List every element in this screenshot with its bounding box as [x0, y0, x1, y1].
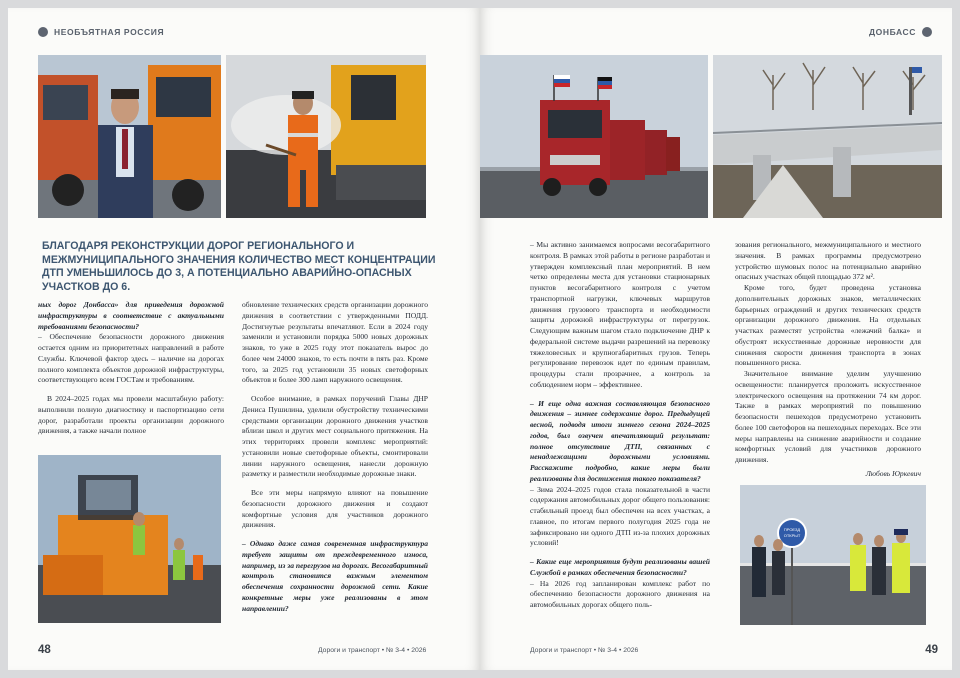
- text-column-3: [530, 240, 710, 611]
- author-signature: Любовь Юркевич: [865, 468, 921, 478]
- right-page: [480, 8, 952, 670]
- interview-question: – Какие еще мероприятия будут реализованы вашей Службой в рамках обеспечения безопасности?: [530, 557, 710, 577]
- paragraph: – Зима 2024–2025 годов стала показательной в части содержания автомобильных дорог общего пользования: стабильный проезд был обеспечен на всех участках, а главное, по итогам первого полугодия 2025 года не зафиксировано ни одного ДТП из-за плохих дорожных условий!: [530, 484, 710, 548]
- page-number: 49: [925, 644, 938, 656]
- photo-road-worker: [226, 55, 426, 218]
- circle-bullet-icon: [922, 27, 932, 37]
- left-page: [8, 8, 480, 670]
- text-column-4: [735, 240, 921, 480]
- circle-bullet-icon: [38, 27, 48, 37]
- interview-question: – И еще одна важная составляющая безопасного движения – зимнее содержание дорог. Предыдущей весной, подводя итоги зимнего сезона 2024–2025 годов, был озвучен впечатляющий результат: полное отсутствие ДТП, связанных с ненадлежащими дорожными условиями. Расскажите подробно, какие меры были реализованы для достижения такого показателя?: [530, 398, 710, 483]
- text-column-1: [38, 300, 224, 437]
- paragraph: Значительное внимание уделим улучшению освещенности: планируется проложить искусственное электрического освещения на протяжении 74 км дорог. Также в рамках мероприятий по повышению безопасности пешеходов предусмотрено установить более 100 светофоров на пешеходных переходах. Все эти меры направлены на снижение аварийности и создание комфортных условий для участников дорожного движения.: [735, 369, 921, 464]
- footer-publication: Дороги и транспорт • № 3-4 • 2026: [318, 647, 427, 654]
- paragraph: Особое внимание, в рамках поручений Главы ДНР Дениса Пушилина, уделили обустройству техническими средствами организации дорожного движения участков вблизи школ и других мест социального притяжения. На этих территориях провели комплекс мероприятий: установили новые светофорные объекты, смонтировали линии наружного освещения, нанесли дорожную разметку и разместили необходимые дорожные знаки.: [242, 394, 428, 479]
- paragraph: Кроме того, будет проведена установка дополнительных дорожных знаков, металлических барьерных ограждений и других технических средств организации дорожного движения. На отдельных участках разместят устройства «лежачий балка» и обустроят искусственные дорожные неровности для снижения скорости движения транспорта в зонах повышенного риска.: [735, 283, 921, 368]
- paragraph: В 2024–2025 годах мы провели масштабную работу: выполнили полную диагностику и паспортизацию сети дорог, разработали проекты организации дорожного движения, а также начали полное: [38, 394, 224, 436]
- paragraph: Все эти меры напрямую влияют на повышение безопасности дорожного движения и создают комфортные условия для участников дорожного движения.: [242, 488, 428, 530]
- headline: БЛАГОДАРЯ РЕКОНСТРУКЦИИ ДОРОГ РЕГИОНАЛЬНОГО И МЕЖМУНИЦИПАЛЬНОГО ЗНАЧЕНИЯ КОЛИЧЕСТВО МЕСТ КОНЦЕНТРАЦИИ ДТП УМЕНЬШИЛОСЬ ДО 3, А ПОТЕНЦИАЛЬНО АВАРИЙНО-ОПАСНЫХ УЧАСТКОВ ДО 6.: [42, 240, 436, 293]
- sign-text: ПРОЕЗД: [783, 527, 801, 532]
- text-column-2: [242, 300, 428, 614]
- photo-road-opening: [740, 485, 926, 625]
- footer-publication: Дороги и транспорт • № 3-4 • 2026: [530, 647, 639, 654]
- page-number: 48: [38, 644, 51, 656]
- paragraph: зования регионального, межмуниципального и местного значения. В рамках программы предусмотрено устройство шумовых полос на потенциально аварийно опасных участках общей площадью 372 м².: [735, 240, 921, 282]
- interview-question: – Однако даже самая современная инфраструктура требует защиты от преждевременного износа, например, из за перегрузов на дорогах. Весогабаритный контроль становится важным элементом обеспечения сохранности дорожной сети. Какие конкретные меры уже реализованы в этом направлении?: [242, 539, 428, 613]
- paragraph: – Обеспечение безопасности дорожного движения остается одним из приоритетных направлений в работе Службы. Ключевой фактор здесь – наличие на дорогах полного комплекта объектов дорожной инфраструктуры, соответствующего всем ГОСТам и требованиям.: [38, 332, 224, 385]
- paragraph: – Мы активно занимаемся вопросами весогабаритного контроля. В рамках этой работы в регионе разработан и утвержден комплексный план мероприятий. В нем четко определены места для установки стационарных пунктов весогабаритного контроля с учетом транспортной нагрузки, ключевых маршрутов движения грузового транспорта и необходимости защиты дорожной инфраструктуры от перегрузок. Следующим важным шагом стало подключение ДНР к федеральной системе выдачи разрешений на перевозку тяжеловесных и крупногабаритных грузов. Теперь регулирование перевозок идет по единым правилам, процедуры стали прозрачнее, а контроль за соблюдением норм – эффективнее.: [530, 240, 710, 389]
- photo-asphalt-paver: [38, 455, 221, 623]
- paragraph: – На 2026 год запланирован комплекс работ по обеспечению безопасности дорожного движения на автомобильных дорогах общего поль-: [530, 578, 710, 609]
- photo-truck-convoy: [480, 55, 708, 218]
- photo-official-with-machinery: [38, 55, 221, 218]
- svg-text:ОТКРЫТ: ОТКРЫТ: [783, 533, 801, 538]
- question-continuation: ных дорог Донбасса» для приведения дорожной инфраструктуры в соответствие с актуальными требованиями безопасности?: [38, 300, 224, 331]
- section-tag-left: НЕОБЪЯТНАЯ РОССИЯ: [38, 27, 164, 37]
- photo-bridge: [713, 55, 942, 218]
- section-tag-right: ДОНБАСС: [869, 27, 932, 37]
- paragraph: обновление технических средств организации дорожного движения в соответствии с утвержденными ПОДД. Достигнутые результаты впечатляют. Если в 2024 году заменили и установили порядка 5000 новых дорожных знаков, то уже в 2025 году этот показатель вырос до более чем 24000 знаков, то есть почти в пять раз. Кроме того, за 2025 год установили 35 новых светофорных объектов и более 300 ламп наружного освещения.: [242, 300, 428, 385]
